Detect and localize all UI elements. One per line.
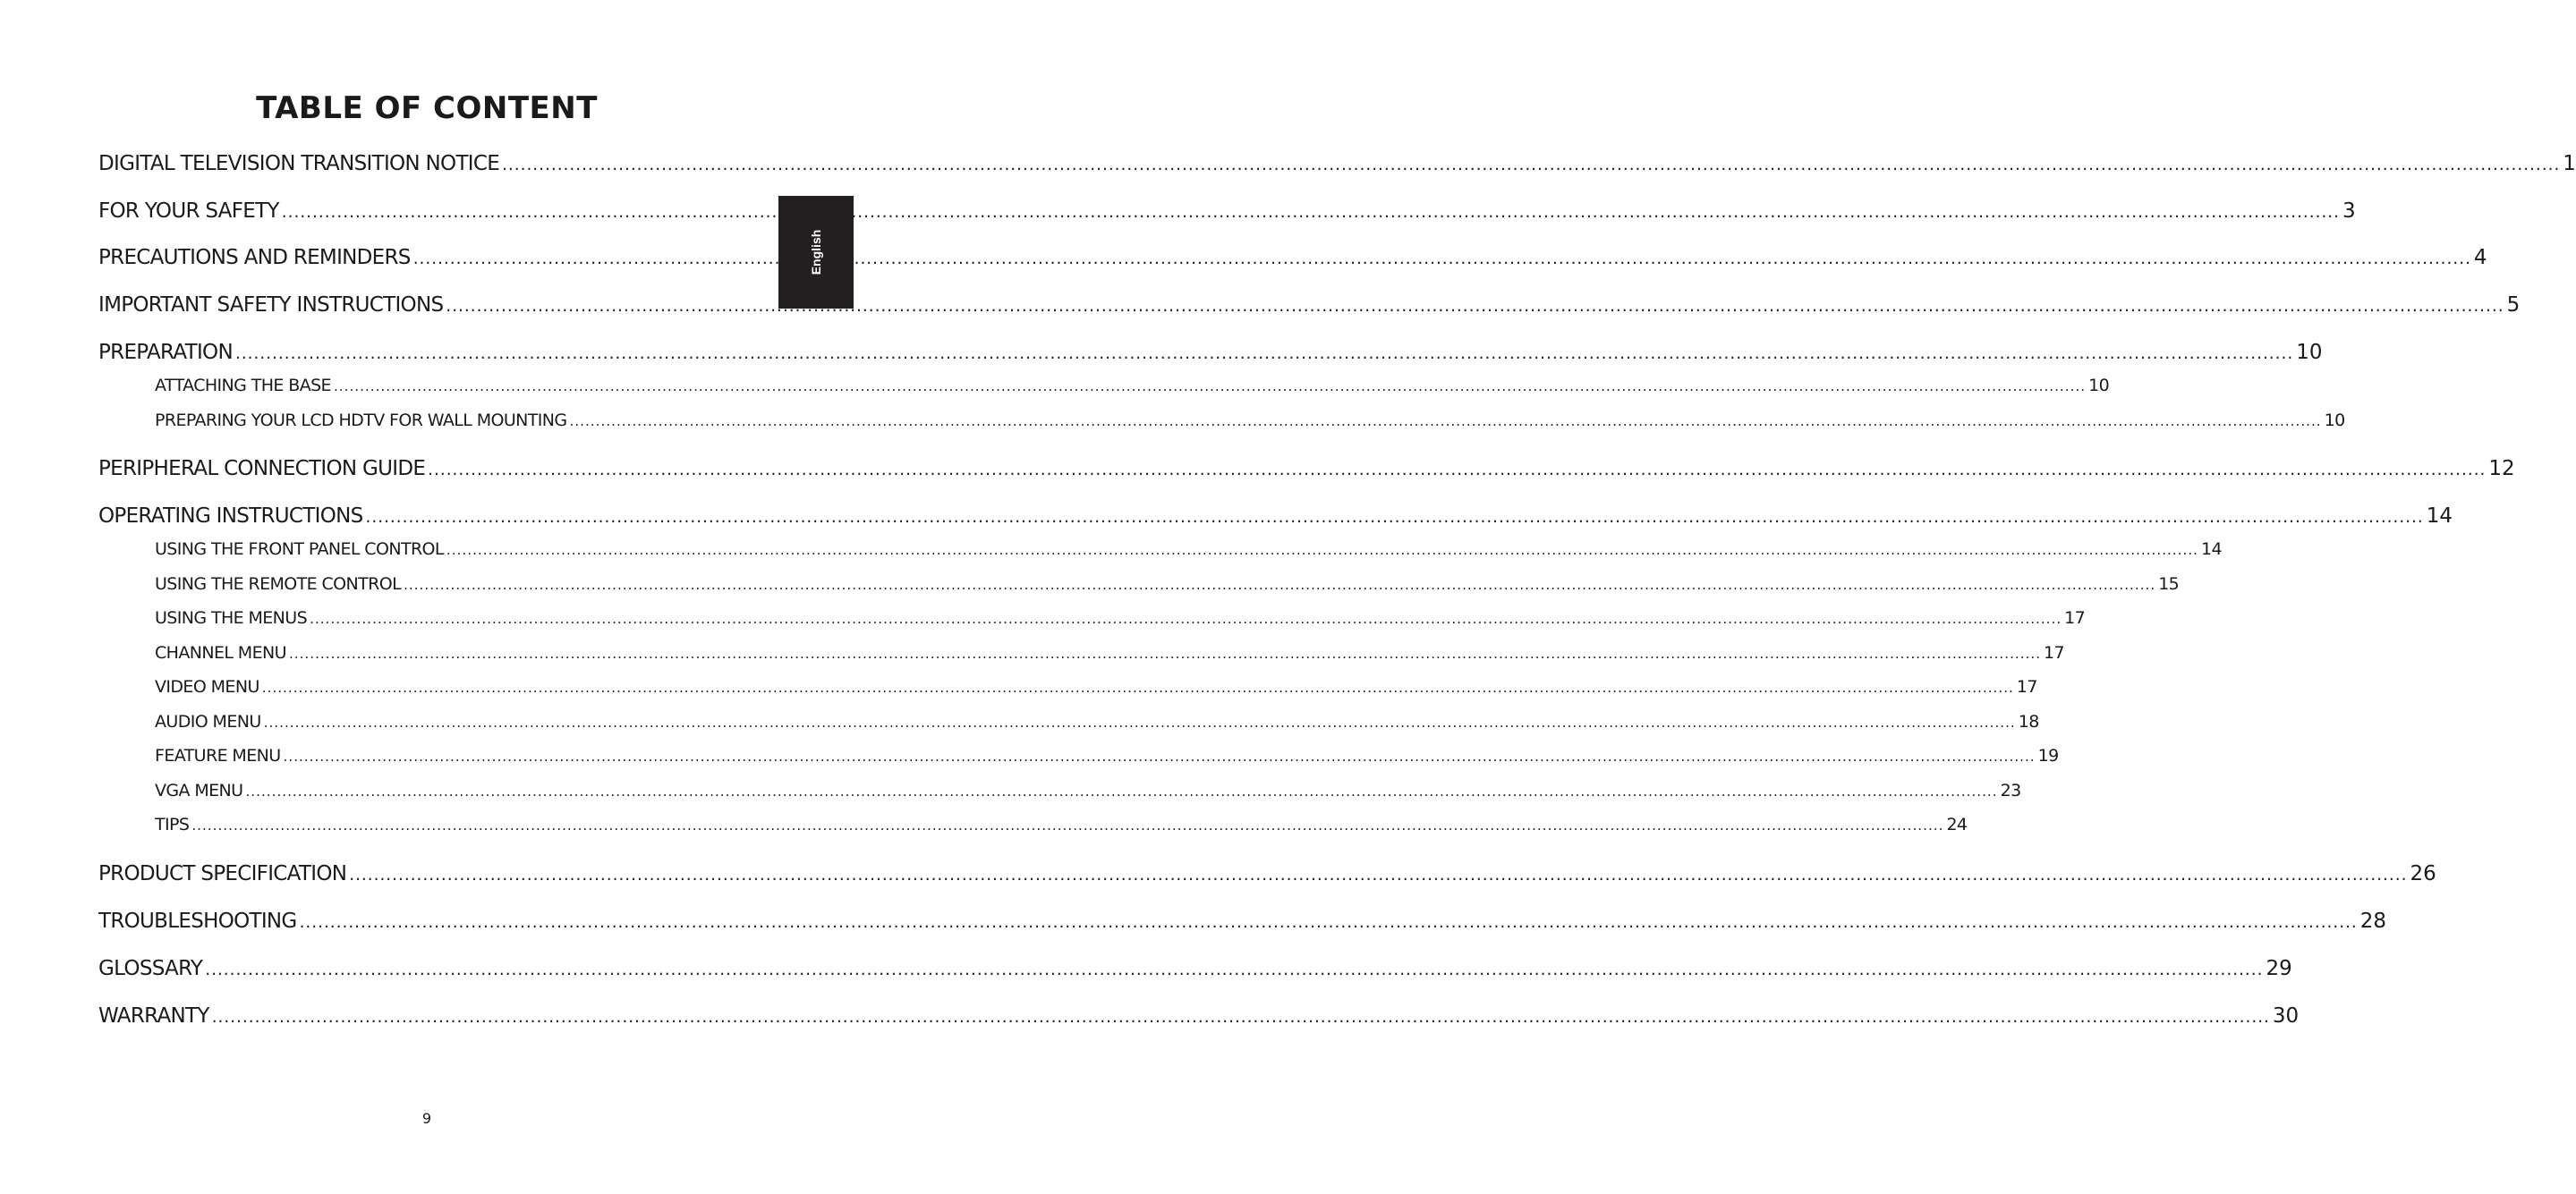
dot-leader — [349, 861, 2407, 890]
toc-entry-page: 3 — [2342, 199, 2356, 223]
dot-leader — [310, 607, 2062, 631]
toc-subentry[interactable] — [155, 779, 2021, 802]
toc-entry-label: TIPS — [155, 815, 190, 834]
toc-entry[interactable] — [98, 860, 2436, 888]
dot-leader — [334, 375, 2086, 398]
dot-leader — [428, 456, 2486, 485]
toc-entry-page: 14 — [2201, 539, 2222, 559]
dot-leader — [282, 199, 2340, 227]
dot-leader — [245, 780, 1997, 803]
dot-leader — [446, 538, 2198, 562]
toc-entry-label: PRODUCT SPECIFICATION — [98, 862, 347, 885]
dot-leader — [262, 676, 2014, 699]
toc-entry[interactable] — [98, 338, 2323, 367]
toc-entry-label: PERIPHERAL CONNECTION GUIDE — [98, 457, 426, 480]
toc-entry-label: TROUBLESHOOTING — [98, 910, 297, 933]
toc-entry-label: ATTACHING THE BASE — [155, 376, 331, 395]
dot-leader — [413, 245, 2471, 274]
dot-leader — [264, 711, 2016, 734]
toc-entry-label: PRECAUTIONS AND REMINDERS — [98, 246, 411, 269]
toc-entry-label: WARRANTY — [98, 1004, 209, 1028]
toc-entry-label: FEATURE MENU — [155, 746, 281, 766]
toc-entry-page: 19 — [2037, 746, 2059, 766]
toc-entry-page: 14 — [2426, 504, 2453, 528]
toc-entry-page: 26 — [2410, 862, 2436, 885]
toc-entry[interactable] — [98, 954, 2292, 983]
toc-entry-label: PREPARATION — [98, 341, 233, 364]
dot-leader — [446, 292, 2504, 321]
toc-entry-label: USING THE MENUS — [155, 608, 308, 628]
toc-entry-page: 10 — [2088, 376, 2110, 395]
dot-leader — [284, 745, 2036, 768]
toc-entry-page: 17 — [2016, 677, 2037, 697]
dot-leader — [300, 909, 2358, 937]
toc-subentry[interactable] — [155, 675, 2037, 699]
toc-entry[interactable] — [98, 149, 2576, 178]
dot-leader — [570, 410, 2322, 433]
toc-entry-page: 4 — [2473, 246, 2487, 269]
dot-leader — [212, 1003, 2270, 1032]
toc-entry-page: 17 — [2044, 643, 2065, 663]
toc-entry[interactable] — [98, 907, 2387, 936]
toc-entry-page: 1 — [2563, 152, 2576, 175]
toc-entry-label: AUDIO MENU — [155, 712, 261, 732]
toc-entry-label: PREPARING YOUR LCD HDTV FOR WALL MOUNTING — [155, 411, 567, 430]
language-tab — [778, 196, 854, 309]
dot-leader — [235, 340, 2293, 368]
toc-entry-label: FOR YOUR SAFETY — [98, 199, 279, 223]
toc-entry-page: 28 — [2359, 910, 2387, 933]
toc-entry-label: GLOSSARY — [98, 957, 203, 980]
toc-entry-label: USING THE REMOTE CONTROL — [155, 574, 402, 594]
toc-subentry[interactable] — [155, 641, 2065, 665]
page-number: 9 — [421, 1110, 432, 1127]
toc-entry-page: 15 — [2158, 574, 2180, 594]
toc-entry-page: 17 — [2064, 608, 2086, 628]
dot-leader — [404, 573, 2155, 597]
toc-entry-page: 5 — [2506, 293, 2521, 317]
toc-entry-page: 18 — [2018, 712, 2039, 732]
toc-entry-label: VIDEO MENU — [155, 677, 259, 697]
toc-entry-label: IMPORTANT SAFETY INSTRUCTIONS — [98, 293, 444, 317]
toc-entry[interactable] — [98, 197, 2356, 225]
toc-entry-page: 10 — [2296, 341, 2323, 364]
toc-entry[interactable] — [98, 1002, 2300, 1030]
dot-leader — [205, 956, 2263, 985]
toc-entry-label: VGA MENU — [155, 781, 243, 800]
toc-entry-page: 29 — [2266, 957, 2292, 980]
toc-entry-label: CHANNEL MENU — [155, 643, 286, 663]
dot-leader — [502, 151, 2560, 180]
language-tab-label: English — [809, 229, 823, 275]
toc-entry[interactable] — [98, 454, 2515, 483]
dot-leader — [289, 642, 2041, 665]
toc-subentry[interactable] — [155, 813, 1968, 836]
dot-leader — [191, 814, 1943, 837]
toc-subentry[interactable] — [155, 409, 2345, 432]
toc-entry[interactable] — [98, 291, 2521, 319]
toc-entry-label: USING THE FRONT PANEL CONTROL — [155, 539, 444, 559]
toc-subentry[interactable] — [155, 538, 2222, 561]
dot-leader — [366, 504, 2424, 532]
toc-entry-page: 12 — [2488, 457, 2515, 480]
toc-subentry[interactable] — [155, 572, 2180, 596]
toc-entry-page: 24 — [1946, 815, 1968, 834]
toc-entry-page: 23 — [2000, 781, 2021, 800]
toc-entry-page: 10 — [2324, 411, 2345, 430]
toc-subentry[interactable] — [155, 744, 2059, 767]
toc-entry-page: 30 — [2272, 1004, 2300, 1028]
toc-subentry[interactable] — [155, 710, 2039, 733]
page-title: TABLE OF CONTENT — [256, 90, 598, 126]
toc-subentry[interactable] — [155, 374, 2110, 397]
toc-entry-label: DIGITAL TELEVISION TRANSITION NOTICE — [98, 152, 500, 175]
toc-subentry[interactable] — [155, 606, 2086, 630]
toc-entry[interactable] — [98, 502, 2453, 530]
toc-entry-label: OPERATING INSTRUCTIONS — [98, 504, 363, 528]
